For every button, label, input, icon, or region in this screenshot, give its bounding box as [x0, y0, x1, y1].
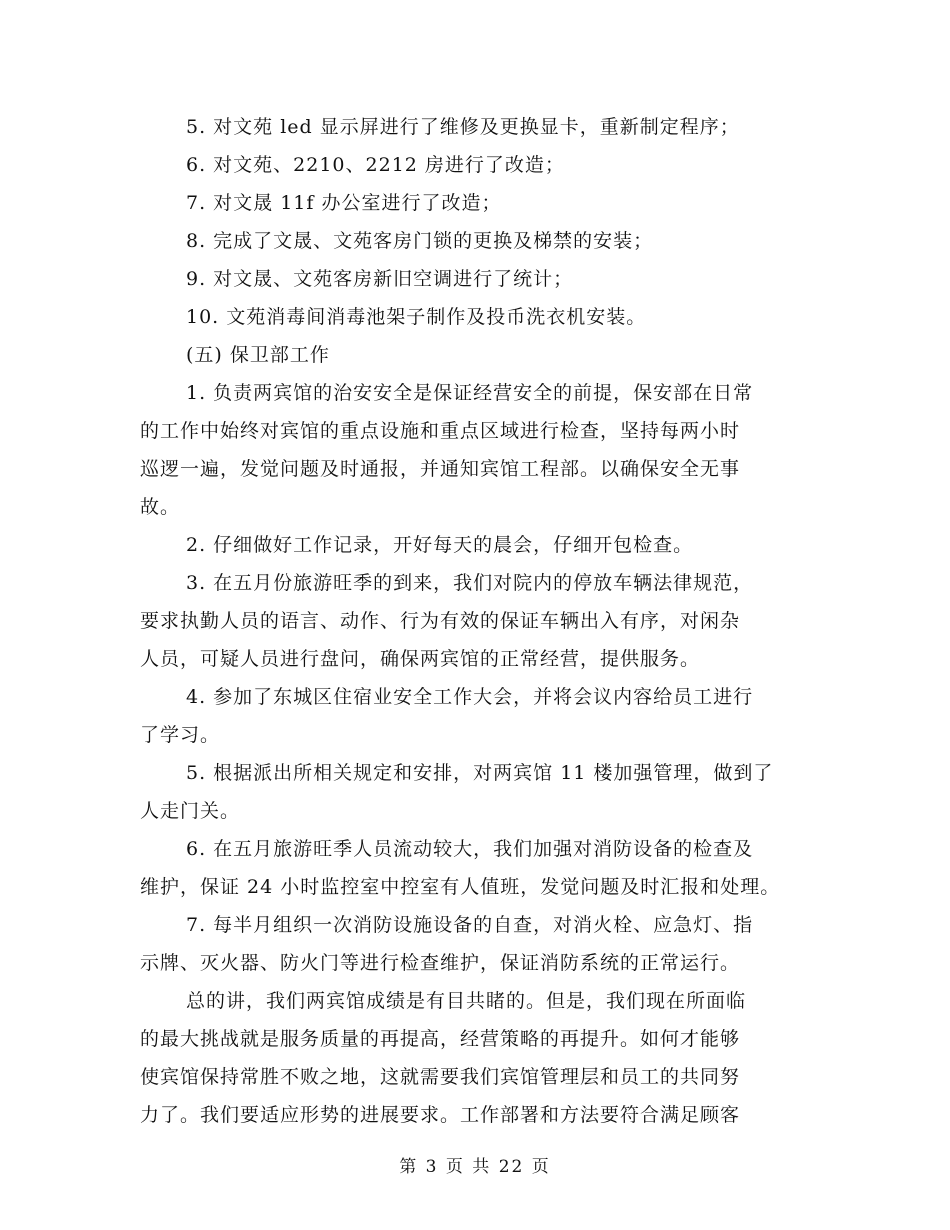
paragraph-line: 力了。我们要适应形势的进展要求。工作部署和方法要符合满足顾客 [140, 1104, 741, 1126]
paragraph-line: 7. 对文晟 11f 办公室进行了改造； [186, 192, 502, 214]
paragraph-line: 6. 在五月旅游旺季人员流动较大，我们加强对消防设备的检查及 [186, 838, 754, 860]
paragraph-line: 人走门关。 [140, 800, 241, 822]
paragraph-line: 巡逻一遍，发觉问题及时通报，并通知宾馆工程部。以确保安全无事 [140, 458, 741, 480]
paragraph-line: 5. 对文苑 led 显示屏进行了维修及更换显卡，重新制定程序； [186, 116, 740, 138]
paragraph-line: 5. 根据派出所相关规定和安排，对两宾馆 11 楼加强管理，做到了 [186, 762, 774, 784]
paragraph-line: 6. 对文苑、2210、2212 房进行了改造； [186, 154, 565, 176]
paragraph-line: 2. 仔细做好工作记录，开好每天的晨会，仔细开包检查。 [186, 534, 694, 556]
paragraph-line: 了学习。 [140, 724, 221, 746]
paragraph-line: 3. 在五月份旅游旺季的到来，我们对院内的停放车辆法律规范， [186, 572, 754, 594]
paragraph-line: 要求执勤人员的语言、动作、行为有效的保证车辆出入有序，对闲杂 [140, 610, 741, 632]
section-heading: (五) 保卫部工作 [186, 344, 330, 366]
paragraph-line: 10. 文苑消毒间消毒池架子制作及投币洗衣机安装。 [186, 306, 647, 328]
paragraph-line: 的工作中始终对宾馆的重点设施和重点区域进行检查，坚持每两小时 [140, 420, 741, 442]
page-number-footer: 第 3 页 共 22 页 [399, 1157, 551, 1177]
paragraph-line: 1. 负责两宾馆的治安安全是保证经营安全的前提，保安部在日常 [186, 382, 754, 404]
paragraph-line: 维护，保证 24 小时监控室中控室有人值班，发觉问题及时汇报和处理。 [140, 876, 781, 898]
paragraph-line: 4. 参加了东城区住宿业安全工作大会，并将会议内容给员工进行 [186, 686, 754, 708]
paragraph-line: 使宾馆保持常胜不败之地，这就需要我们宾馆管理层和员工的共同努 [140, 1066, 741, 1088]
paragraph-line: 总的讲，我们两宾馆成绩是有目共睹的。但是，我们现在所面临 [186, 990, 747, 1012]
paragraph-line: 7. 每半月组织一次消防设施设备的自查，对消火栓、应急灯、指 [186, 914, 754, 936]
paragraph-line: 8. 完成了文晟、文苑客房门锁的更换及梯禁的安装； [186, 230, 654, 252]
document-body [140, 108, 830, 1134]
paragraph-line: 人员，可疑人员进行盘问，确保两宾馆的正常经营，提供服务。 [140, 648, 701, 670]
paragraph-line: 故。 [140, 496, 181, 518]
paragraph-line: 9. 对文晟、文苑客房新旧空调进行了统计； [186, 268, 574, 290]
paragraph-line: 示牌、灭火器、防火门等进行检查维护，保证消防系统的正常运行。 [140, 952, 741, 974]
paragraph-line: 的最大挑战就是服务质量的再提高，经营策略的再提升。如何才能够 [140, 1028, 741, 1050]
